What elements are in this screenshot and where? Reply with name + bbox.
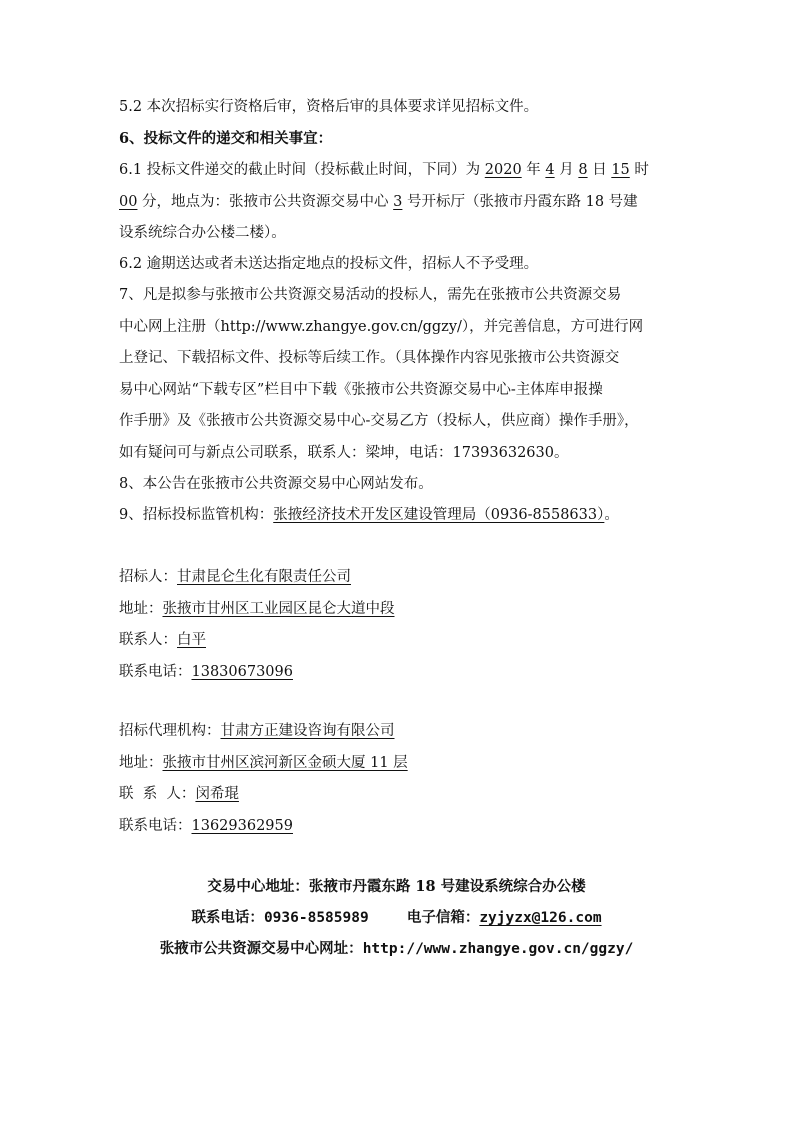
clause-6-1-line-1: 6.1 投标文件递交的截止时间（投标截止时间，下同）为 2020 年 4 月 8 日 15 时 (119, 162, 649, 178)
agency-name: 甘肃方正建设咨询有限公司 (220, 723, 395, 739)
clause-6-1 (119, 155, 679, 250)
tenderer-contact: 白平 (177, 632, 206, 649)
footer-website-url[interactable]: http://www.zhangye.gov.cn/ggzy/ (362, 941, 634, 957)
clause-6-1-line-2: 00 分，地点为：张掖市公共资源交易中心 3 号开标厅（张掖市丹霞东路 18 号建 (119, 193, 638, 210)
agency-address: 张掖市甘州区滨河新区金硕大厦 11 层 (162, 754, 408, 771)
agency-phone: 13629362959 (191, 817, 293, 834)
clause-6-1-line-3: 设系统综合办公楼二楼）。 (119, 225, 286, 242)
deadline-year: 2020 (484, 162, 522, 178)
tenderer-block: 招标人：甘肃昆仑生化有限责任公司 地址：张掖市甘州区工业园区昆仑大道中段 联系人：白平 联系电话：13830673096 (119, 569, 395, 680)
bid-room-number: 3 (393, 193, 403, 210)
tenderer-address: 张掖市甘州区工业园区昆仑大道中段 (162, 600, 395, 617)
supervisory-authority: 张掖经济技术开发区建设管理局（0936-8558633） (273, 507, 605, 523)
agency-contact: 闵希琨 (195, 786, 239, 803)
deadline-hour: 15 (611, 162, 630, 178)
footer-email[interactable]: zyjyzx@126.com (479, 910, 602, 926)
clause-8: 8、本公告在张掖市公共资源交易中心网站发布。 (119, 476, 433, 492)
clause-9: 9、招标投标监管机构：张掖经济技术开发区建设管理局（0936-8558633）。 (119, 507, 619, 523)
footer-contact: 联系电话：0936-8585989 电子信箱：zyjyzx@126.com (191, 909, 602, 926)
footer-phone: 0936-8585989 (263, 910, 369, 926)
footer-address: 交易中心地址：张掖市丹霞东路 18 号建设系统综合办公楼 (207, 878, 586, 895)
deadline-day: 8 (578, 162, 588, 178)
section-6-heading: 6、投标文件的递交和相关事宜： (119, 130, 333, 147)
clause-7: 7、凡是拟参与张掖市公共资源交易活动的投标人，需先在张掖市公共资源交易 中心网上注册（http://www.zhangye.gov.cn/ggzy/），并完善信息，方可进行网 上登记、下载招标文件、投标等后续工作。（具体操作内容见张掖市公共资源交 易中心网站“下载专区”栏目中下载《张掖市公共资源交易中心-主体库申报操 作手册》及《张掖市公共资源交易中心-交易乙方（投标人，供应商）操作手册》， 如有疑问可与新点公司联系，联系人：梁坤，电话：17393632630。 (119, 287, 644, 461)
footer-website: 张掖市公共资源交易中心网址：http://www.zhangye.gov.cn/ggzy/ (159, 940, 634, 957)
agency-block: 招标代理机构：甘肃方正建设咨询有限公司 地址：张掖市甘州区滨河新区金硕大厦 11 层 联 系 人：闵希琨 联系电话：13629362959 (119, 723, 408, 834)
clause-5-2: 5.2 本次招标实行资格后审，资格后审的具体要求详见招标文件。 (119, 99, 539, 115)
deadline-month: 4 (545, 162, 555, 178)
tenderer-name: 甘肃昆仑生化有限责任公司 (177, 569, 351, 585)
deadline-minute: 00 (119, 193, 138, 210)
clause-6-2: 6.2 逾期送达或者未送达指定地点的投标文件，招标人不予受理。 (119, 256, 539, 272)
tenderer-phone: 13830673096 (191, 663, 293, 680)
